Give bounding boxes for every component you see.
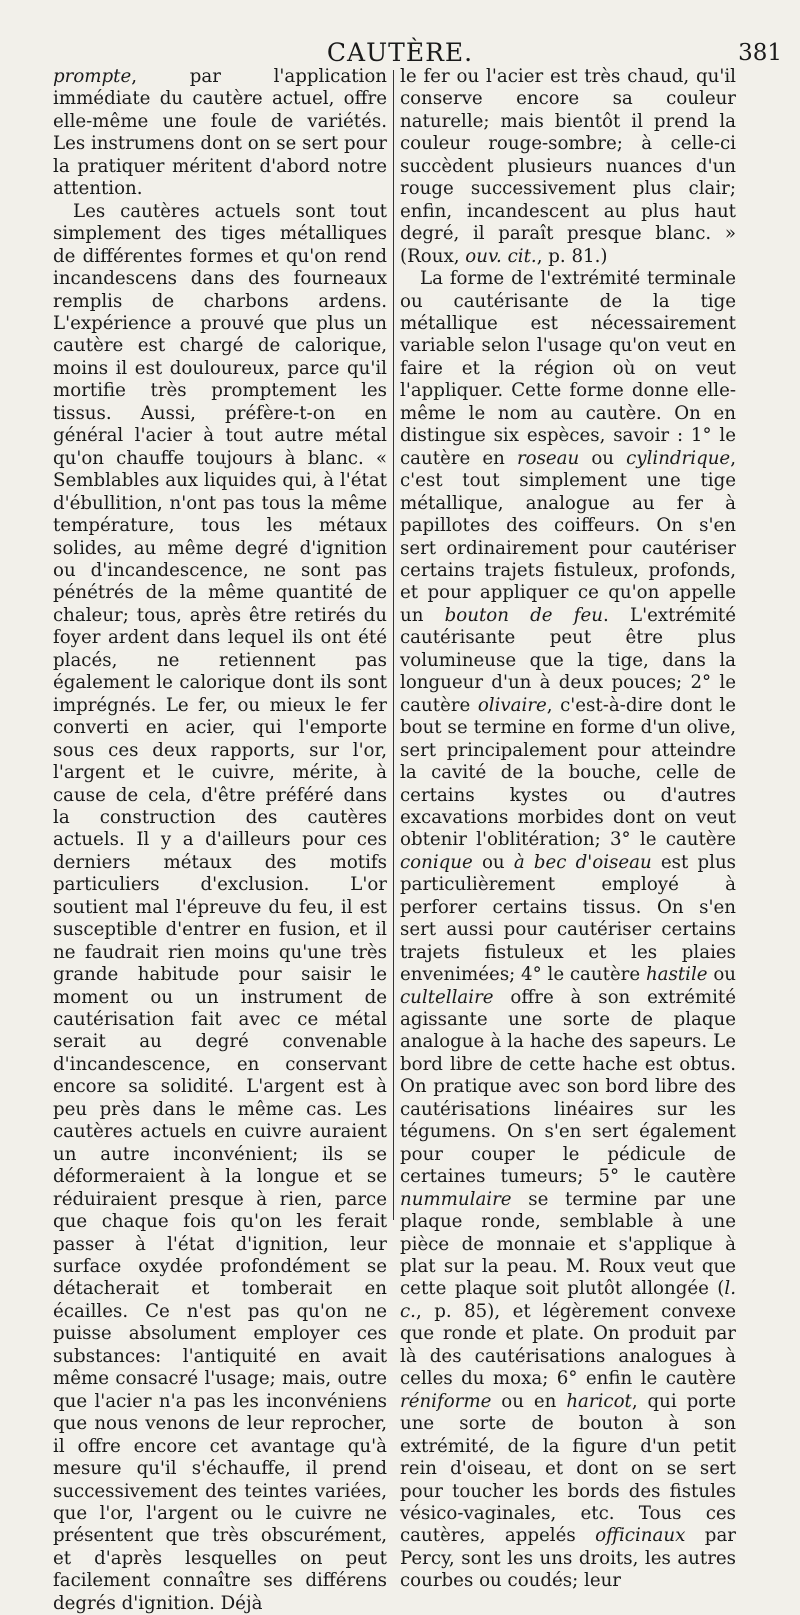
italic-term: hastile xyxy=(645,964,708,986)
column-divider xyxy=(393,70,394,1220)
italic-term: ouv. cit. xyxy=(465,245,537,267)
italic-term: prompte xyxy=(53,66,132,87)
italic-term: roseau xyxy=(516,447,580,469)
text-span: . L'extrémité cautérisante peut être plus volumineuse que la tige, dans la longueur d'un à deux pouces; 2° le cautère xyxy=(400,604,736,716)
text-span: ou en xyxy=(491,1390,567,1412)
paragraph xyxy=(400,268,736,1593)
italic-term: officinaux xyxy=(595,1525,686,1547)
text-span: , par l'application immédiate du cautère actuel, offre elle-même une foule de variétés. Les instrumens dont on se sert pour la pratiquer méritent d'abord notre attention. xyxy=(53,66,387,200)
page-number: 381 xyxy=(738,40,782,66)
running-title: CAUTÈRE. xyxy=(326,38,474,67)
right-column xyxy=(400,66,736,1593)
text-span: ou xyxy=(707,964,736,986)
left-column xyxy=(53,66,387,1615)
italic-term: haricot xyxy=(566,1390,632,1412)
text-span: ou xyxy=(579,447,627,469)
text-span: ou xyxy=(472,851,514,873)
text-span: La forme de l'extrémité terminale ou cautérisante de la tige métallique est nécessairement variable selon l'usage qu'on veut en faire et la région où on veut l'appliquer. Cette forme donne elle-même le nom au cautère. On en distingue six espèces, savoir : 1° le cautère en xyxy=(400,268,736,469)
paragraph xyxy=(53,66,387,201)
text-span: est plus particulièrement employé à perforer certains tissus. On s'en sert aussi pour cautériser certains trajets fistuleux et les plaies envenimées; 4° le cautère xyxy=(400,851,737,986)
text-span: , c'est-à-dire dont le bout se termine en forme d'un olive, sert principalement pour atteindre la cavité de la bouche, celle de certains kystes ou d'autres excavations morbides dont on veut obtenir l'oblitération; 3° le cautère xyxy=(400,694,736,851)
italic-term: réniforme xyxy=(400,1390,492,1412)
text-span: , p. 81.) xyxy=(536,245,608,267)
paragraph: Les cautères actuels sont tout simplement des tiges métalliques de différentes formes et qu'on rend incandescens dans des fourneaux remplis de charbons ardens. L'expérience a prouvé que plus un cautère est chargé de calorique, moins il est douloureux, parce qu'il mortifie très promptement les tissus. Aussi, préfère-t-on en général l'acier à tout autre métal qu'on chauffe toujours à blanc. « Semblables aux liquides qui, à l'état d'ébullition, n'ont pas tous la même température, tous les métaux solides, au même degré d'ignition ou d'incandescence, ne sont pas pénétrés de la même quantité de chaleur; tous, après être retirés du foyer ardent dans lequel ils ont été placés, ne retiennent pas également le calorique dont ils sont imprégnés. Le fer, ou mieux le fer converti en acier, qui l'emporte sous ces deux rapports, sur l'or, l'argent et le cuivre, mérite, à cause de cela, d'être préféré dans la construction des cautères actuels. Il y a d'ailleurs pour ces derniers métaux des motifs particuliers d'exclusion. L'or soutient mal l'épreuve du feu, il est susceptible d'entrer en fusion, et il ne faudrait rien moins qu'une très grande habitude pour saisir le moment ou un instrument de cautérisation fait avec ce métal serait au degré convenable d'incandescence, en conservant encore sa solidité. L'argent est à peu près dans le même cas. Les cautères actuels en cuivre auraient un autre inconvénient; ils se déformeraient à la longue et se réduiraient presque à rien, parce que chaque fois qu'on les ferait passer à l'état d'ignition, leur surface oxydée profondément se détacherait et tomberait en écailles. Ce n'est pas qu'on ne puisse absolument employer ces substances: l'antiquité en avait même consacré l'usage; mais, outre que l'acier n'a pas les inconvéniens que nous venons de leur reprocher, il offre encore cet avantage qu'à mesure qu'il s'échauffe, il prend successivement des teintes variées, que l'or, l'argent ou le cuivre ne présentent que très obscurément, et d'après lesquelles on peut facilement connaître ses différens degrés d'ignition. Déjà xyxy=(53,200,387,1614)
text-span: , c'est tout simplement une tige métallique, analogue au fer à papillotes des coiffeurs. On s'en sert ordinairement pour cautériser certains trajets fistuleux, profonds, et pour appliquer ce qu'on appelle un xyxy=(400,447,736,626)
text-span: par Percy, sont les uns droits, les autres courbes ou coudés; leur xyxy=(400,1525,736,1592)
text-span: , qui porte une sorte de bouton à son extrémité, de la figure d'un petit rein d'oiseau, et dont on se sert pour toucher les bords des fistules vésico-vaginales, etc. Tous ces cautères, appelés xyxy=(400,1390,736,1547)
italic-term: olivaire xyxy=(477,694,547,716)
italic-term: l. c. xyxy=(400,1278,736,1322)
italic-term: à bec d'oiseau xyxy=(513,851,652,873)
italic-term: cultellaire xyxy=(400,986,494,1008)
italic-term: bouton de feu xyxy=(444,604,603,626)
italic-term: conique xyxy=(400,851,473,873)
text-span: , p. 85), et légèrement convexe que ronde et plate. On produit par là des cautérisations analogues à celles du moxa; 6° enfin le cautère xyxy=(400,1300,736,1390)
italic-term: nummulaire xyxy=(400,1188,512,1210)
paragraph xyxy=(400,66,736,268)
italic-term: cylindrique xyxy=(626,447,731,469)
text-span: se termine par une plaque ronde, semblable à une pièce de monnaie et s'applique à plat sur la peau. M. Roux veut que cette plaque soit plutôt allongée ( xyxy=(400,1188,736,1300)
text-span: offre à son extrémité agissante une sorte de plaque analogue à la hache des sapeurs. Le bord libre de cette hache est obtus. On pratique avec son bord libre des cautérisations linéaires sur les tégumens. On s'en sert également pour couper le pédicule de certaines tumeurs; 5° le cautère xyxy=(400,986,736,1188)
text-span: le fer ou l'acier est très chaud, qu'il conserve encore sa couleur naturelle; mais bientôt il prend la couleur rouge-sombre; à celle-ci succèdent plusieurs nuances d'un rouge successivement plus clair; enfin, incandescent au plus haut degré, il paraît presque blanc. » (Roux, xyxy=(400,66,736,267)
